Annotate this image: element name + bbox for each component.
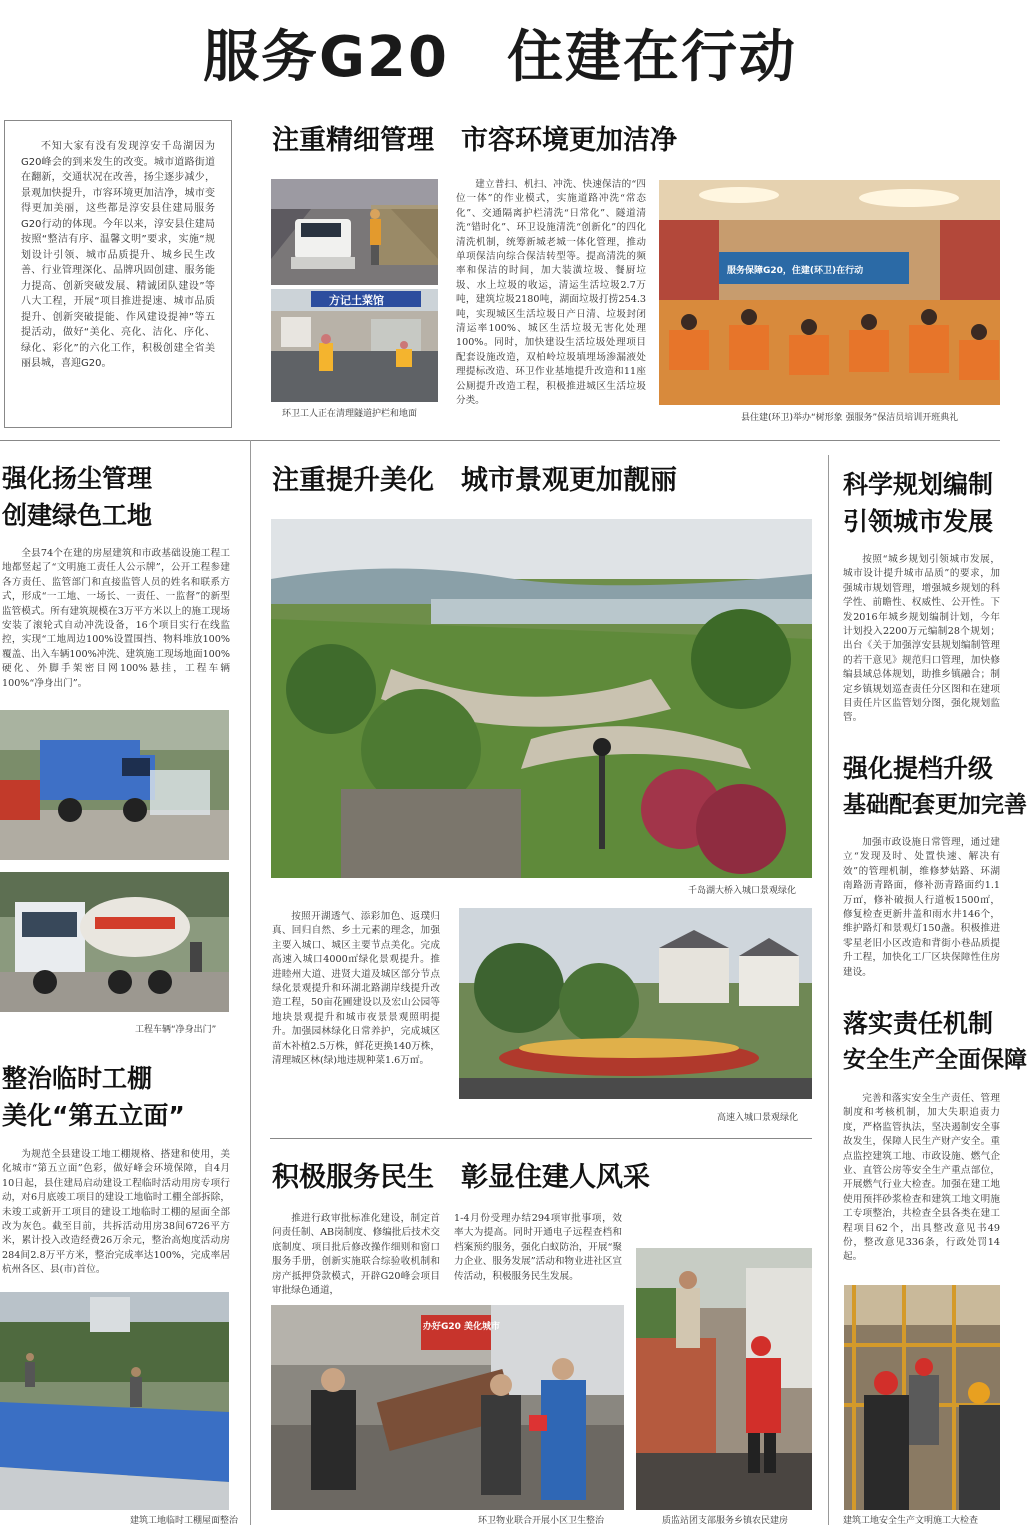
text-dust: 全县74个在建的房屋建筑和市政基础设施工程工地都竖起了“文明施工责任人公示牌”，公开工程参建各方责任、监管部门和直接监管人员的姓名和联系方式，形成“一工地、一场长、一责任、一监督”的新型监管模式。所有建筑规模在3万平方米以上的施工现场安装了滚轮式自动冲洗设备，16个项目实行在线监控，实现“工地周边100%设置围挡、物料堆放100%覆盖、出入车辆100%冲洗、建筑施工现场地面100%硬化、外脚手架密目网100%悬挂，工程车辆100%“净身出门”。 xyxy=(2,548,230,689)
caption-tunnel: 环卫工人正在清理隧道护栏和地面 xyxy=(282,409,418,419)
photo-shed-roof xyxy=(0,1292,229,1510)
photo-tunnel-cleaning xyxy=(271,179,438,285)
heading-planning xyxy=(843,466,993,540)
text-safety: 完善和落实安全生产责任、管理制度和考核机制，加大失职追责力度，严格监管执法，坚决遏制安全事故发生，保障人民生产财产安全。重点监控建筑工地、市政设施、燃气企业、直管公房等安全生产重点部位，开展燃气行业大检查。加强在建工地使用预拌砂浆检查和建筑工地文明施工专项整治，共检查全县各类在建工程项目62个，出具整改意见书49份，整改意见336条，行政处罚14起。 xyxy=(843,1093,1000,1263)
caption-mixer: 工程车辆“净身出门” xyxy=(135,1025,217,1035)
heading-dust-line2: 创建绿色工地 xyxy=(2,501,153,530)
masthead xyxy=(0,0,1000,105)
heading-service: 积极服务民生 彰显住建人风采 xyxy=(272,1162,650,1193)
shop-sign: 方记土菜馆 xyxy=(329,294,384,307)
caption-shed: 建筑工地临时工棚屋面整治 xyxy=(130,1516,239,1526)
masthead-title: 服务G20 住建在行动 xyxy=(203,24,797,90)
photo-bridge-greening xyxy=(271,519,812,878)
caption-ceremony: 县住建(环卫)举办“树形象 强服务”保洁员培训开班典礼 xyxy=(741,413,959,423)
caption-highway: 高速入城口景观绿化 xyxy=(717,1113,799,1123)
heading-dust-line1: 强化扬尘管理 xyxy=(2,464,153,493)
heading-infra-line1: 强化提档升级 xyxy=(843,754,994,783)
divider-top xyxy=(0,440,1000,441)
caption-farmer: 质监站团支部服务乡镇农民建房 xyxy=(662,1516,789,1526)
intro-box xyxy=(4,120,232,428)
divider-left-column xyxy=(250,440,251,1525)
photo-truck-washing xyxy=(0,710,229,860)
photo-farmer-housing xyxy=(636,1248,812,1510)
heading-planning-line1: 科学规划编制 xyxy=(843,470,994,499)
heading-landscape: 注重提升美化 城市景观更加靓丽 xyxy=(272,465,677,496)
text-infra: 加强市政设施日常管理，通过建立“发现及时、处置快速、解决有效”的管理机制，维修梦姑路、环湖南路沥青路面，修补沥青路面约1.1万㎡，修补破损人行道板1500㎡，修复检查更新井盖和雨水井146个，维护路灯和景观灯150盏。积极推进零星老旧小区改造和背街小巷品质提升工程，加快化工厂区块保障性住房建设。 xyxy=(843,837,1000,978)
caption-community: 环卫物业联合开展小区卫生整治 xyxy=(478,1516,605,1526)
heading-infra-line2: 基础配套更加完善 xyxy=(843,792,1027,818)
community-banner: 办好G20 美化城市 xyxy=(423,1322,501,1332)
text-service-col1: 推进行政审批标准化建设，制定首问责任制、AB岗制度、修编批后技术交底制度、项目批后修改操作细则和窗口服务手册，创新实施联合综验收机制和房产抵押贷款模式，开辟G20峰会项目审批绿色通道， xyxy=(272,1213,440,1297)
text-shed: 为规范全县建设工地工棚规格、搭建和使用，美化城市“第五立面”色彩，做好峰会环境保障，自4月10日起，县住建局启动建设工程临时活动用房专项行动，对6月底竣工项目的建设工地临时工棚全部拆除，未竣工或新开工项目的建设工地临时工棚的屋面全部改为灰色。截至目前，共拆活动用房38间6726平方米，累计投入改造经费26万余元，整治高炮度活动房284间2.8万平方米，整治完成率达100%，完成率居杭州各区、县(市)首位。 xyxy=(2,1149,230,1276)
text-planning: 按照“城乡规划引领城市发展，城市设计提升城市品质”的要求，加强城市规划管理，增强城乡规划的科学性、前瞻性、权威性、公开性。下发2016年城乡规划编制计划，今年计划投入2200万元编制28个规划；出台《关于加强淳安县规划编制管理的若干意见》规范归口管理，加快修编县域总体规划，助推乡镇融合；制定乡镇规划巡查责任分区图和在建项目责任片区监管划分图，强化规划监管。 xyxy=(843,554,1000,724)
photo-street-cleaning xyxy=(271,289,438,402)
divider-center xyxy=(270,1138,812,1139)
photo-community-cleanup xyxy=(271,1305,624,1510)
photo-mixer-truck xyxy=(0,872,229,1012)
photo-highway-entrance xyxy=(459,908,812,1099)
heading-clean: 注重精细管理 市容环境更加洁净 xyxy=(272,125,677,156)
heading-shed-line2: 美化“第五立面” xyxy=(2,1101,185,1130)
photo-safety-inspection xyxy=(844,1285,1000,1510)
heading-shed xyxy=(2,1060,185,1134)
photo-training-ceremony xyxy=(659,180,1000,405)
heading-safety-line1: 落实责任机制 xyxy=(843,1009,994,1038)
intro-text: 不知大家有没有发现淳安千岛湖因为G20峰会的到来发生的改变。城市道路街道在翻新，交通状况在改善，扬尘逐步减少，景观加快提升，市容环境更加洁净，城市变得更加美丽，这些都是淳安县住建局服务G20行动的体现。今年以来，淳安县住建局按照“整洁有序、温馨文明”要求，实施“规划设计引领、城市品质提升、城乡民生改善、行业管理深化、品牌巩固创建、服务能力提高、创新突破发展、精诚团队建设”等八大工程，开展“项目推进提速、城市品质提升、创新突破提能、作风建设提神”等五提活动，做好“美化、亮化、洁化、序化、绿化、彩化”的六化工作，积极创建全省美丽县城，喜迎G20。 xyxy=(21,141,215,369)
heading-dust xyxy=(2,460,152,534)
divider-right-column xyxy=(828,455,829,1525)
heading-safety xyxy=(843,1005,1027,1079)
heading-planning-line2: 引领城市发展 xyxy=(843,507,994,536)
text-service-col2: 1-4月份受理办结294项审批事项，效率大为提高。同时开通电子远程查档和档案预约服务，强化白蚁防治，开展“聚力企业、服务发展”活动和物业进社区宣传活动，积极服务民生发展。 xyxy=(454,1213,622,1282)
caption-bridge: 千岛湖大桥入城口景观绿化 xyxy=(688,886,797,896)
caption-safety: 建筑工地安全生产文明施工大检查 xyxy=(843,1516,979,1526)
heading-infra xyxy=(843,750,1027,824)
heading-shed-line1: 整治临时工棚 xyxy=(2,1064,153,1093)
heading-safety-line2: 安全生产全面保障 xyxy=(843,1047,1027,1073)
ceremony-banner: 服务保障G20，住建(环卫)在行动 xyxy=(727,266,864,276)
text-landscape: 按照开湖透气、添彩加色、返璞归真、回归自然、乡土元素的理念，加强主要入城口、城区主要节点美化。完成高速入城口4000㎡绿化景观提升。推进睦州大道、进贤大道及城区部分节点绿化景观提升和环湖北路湖岸线提升改造工程，50亩花圃建设以及宏山公园等地块景观提升和城市夜景景观照明提升。加强园林绿化日常养护，完成城区苗木补植2.5万株，鲜花更换140万株，清理城区林(绿)地违规种菜1.6万㎡。 xyxy=(272,911,440,1067)
text-clean: 建立普扫、机扫、冲洗、快速保洁的“四位一体”的作业模式，实施道路冲洗“常态化”、交通隔离护栏清洗“日常化”、隧道清洗“错时化”、环卫设施清洗“创新化”的四化清洗机制，统筹新城老城一体化管理，推动单项保洁向综合保洁转型等。提高清洗的频率和保洁的时间，加大装潢垃圾、餐厨垃圾、水上垃圾的收运，清运生活垃圾2.7万吨，建筑垃圾2180吨，湖面垃圾打捞254.3吨，实现城区生活垃圾日产日清、垃圾封闭清运率100%、城区生活垃圾无害化处理100%。同时，加快建设生活垃圾处理项目配套设施改造，双柏岭垃圾填埋场渗漏液处理提标改造、环卫作业基地提升改造和11座公厕提升改造工程，积极推进城区生活垃圾分类。 xyxy=(456,179,646,407)
